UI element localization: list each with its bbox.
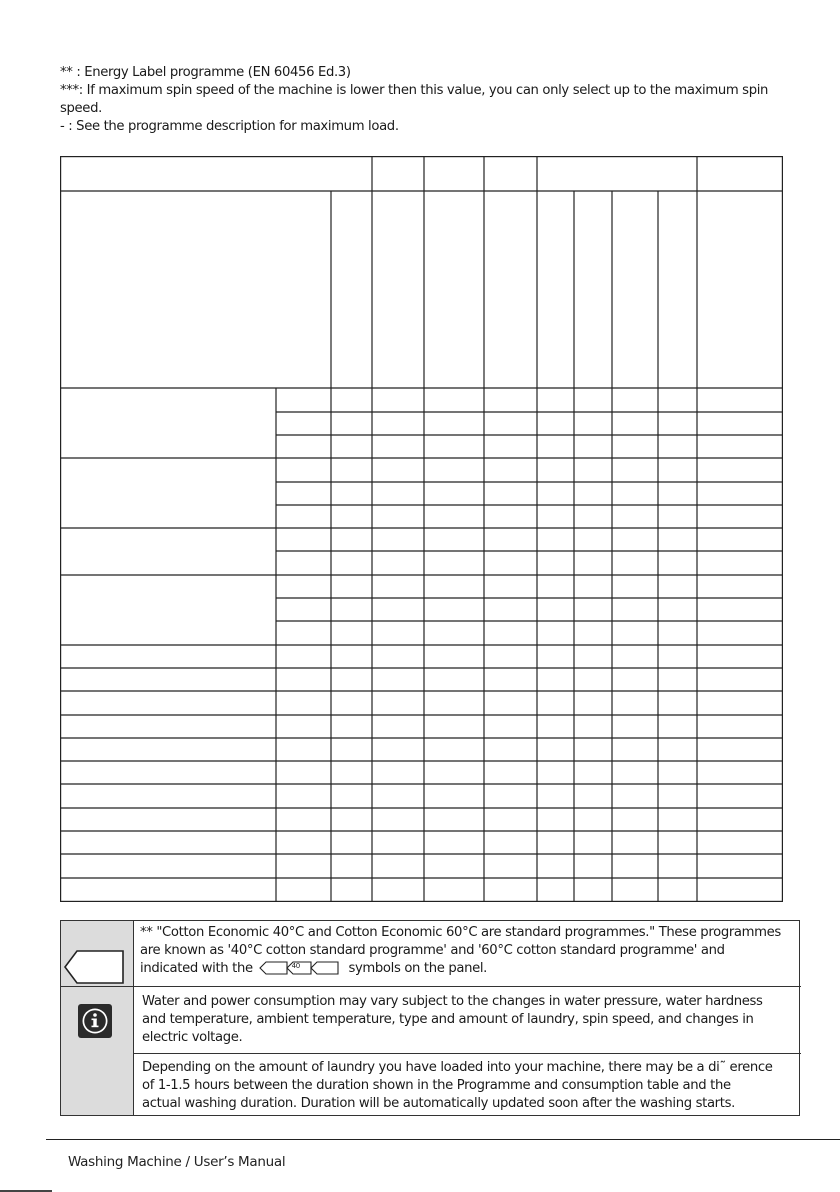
standard-note-line-2: are known as '40°C cotton standard programme' and '60°C cotton standard programme' and [140,943,725,958]
duration-note-line-2: of 1-1.5 hours between the duration shown in the Programme and consumption table and the [142,1078,731,1093]
panel-symbol-icon [259,961,339,975]
panel-symbol-label: 40 [291,962,300,970]
duration-note [142,1059,798,1113]
consumption-note-line-1: Water and power consumption may vary subject to the changes in water pressure, water hardness [142,994,763,1009]
programme-consumption-table [60,156,783,902]
duration-note-line-1: Depending on the amount of laundry you have loaded into your machine, there may be a di˜ erence [142,1060,773,1075]
duration-note-line-3: actual washing duration. Duration will be automatically updated soon after the washing starts. [142,1096,735,1111]
spin-speed-note: ***: If maximum spin speed of the machine is lower then this value, you can only select up to the maximum spin speed. [60,83,769,116]
standard-note-line-1: ** "Cotton Economic 40°C and Cotton Economic 60°C are standard programmes." These programmes [140,925,781,940]
cotton-standard-tag-icon [63,949,125,985]
footer-title: Washing Machine / User’s Manual [68,1154,286,1170]
standard-note-line-3: indicated with the 40 symbols on the panel. [140,961,488,976]
divider-standard-note [61,986,801,987]
energy-label-note: ** : Energy Label programme (EN 60456 Ed.3) [60,65,351,80]
standard-programme-note [140,924,800,978]
consumption-note-line-2: and temperature, ambient temperature, type and amount of laundry, spin speed, and changes in [142,1012,754,1027]
footnotes [60,64,780,136]
max-load-note: - : See the programme description for maximum load. [60,119,399,134]
info-icon [77,1003,113,1039]
information-box [60,920,800,1116]
info-box-sidebar [61,921,134,1115]
table-grid [60,156,783,902]
footer-divider [46,1139,840,1140]
consumption-note-line-3: electric voltage. [142,1030,243,1045]
consumption-note [142,993,798,1047]
divider-consumption-note [134,1053,801,1054]
